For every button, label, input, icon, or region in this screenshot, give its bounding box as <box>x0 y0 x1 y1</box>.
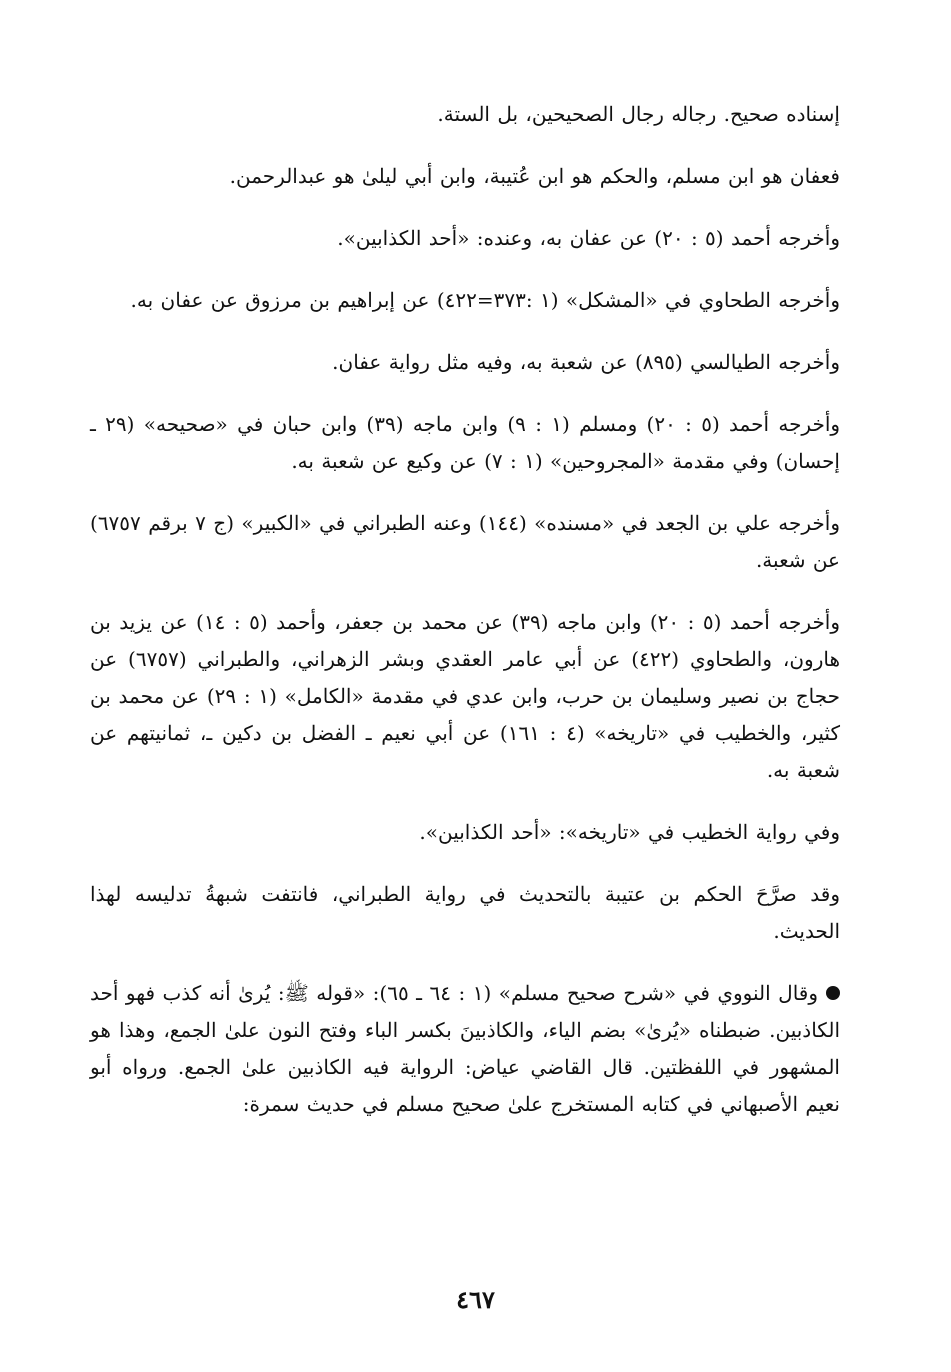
page-body <box>90 96 840 1148</box>
nawawi-note-text: وقال النووي في «شرح صحيح مسلم» (١ : ٦٤ ـ ٦٥): «قوله ﷺ: يُرىٰ أنه كذب فهو أحد الكاذبين. ضبطناه «يُرىٰ» بضم الياء، والكاذبينَ بكسر الباء وفتح النون علىٰ الجمع، وهذا هو المشهور في اللفظتين. قال القاضي عياض: الرواية فيه الكاذبين علىٰ الجمع. ورواه أبو نعيم الأصبهاني في كتابه المستخرج علىٰ صحيح مسلم في حديث سمرة: <box>90 981 840 1116</box>
bullet-icon <box>826 986 840 1000</box>
paragraph-narrators: فعفان هو ابن مسلم، والحكم هو ابن عُتيبة، وابن أبي ليلىٰ هو عبدالرحمن. <box>229 164 840 188</box>
paragraph-ahmad-muslim: وأخرجه أحمد (٥ : ٢٠) ومسلم (١ : ٩) وابن ماجه (٣٩) وابن حبان في «صحيحه» (٢٩ ـ إحسان) وفي مقدمة «المجروحين» (١ : ٧) عن وكيع عن شعبة به. <box>90 412 841 473</box>
paragraph-tayalisi: وأخرجه الطيالسي (٨٩٥) عن شعبة به، وفيه مثل رواية عفان. <box>332 350 840 374</box>
page-number: ٤٦٧ <box>456 1285 495 1314</box>
paragraph-eight-narrators: وأخرجه أحمد (٥ : ٢٠) وابن ماجه (٣٩) عن محمد بن جعفر، وأحمد (٥ : ١٤) عن يزيد بن هارون، والطحاوي (٤٢٢) عن أبي عامر العقدي وبشر الزهراني، والطبراني (٦٧٥٧) عن حجاج بن نصير وسليمان بن حرب، وابن عدي في مقدمة «الكامل» (١ : ٢٩) عن محمد بن كثير، والخطيب في «تاريخه» (٤ : ١٦١) عن أبي نعيم ـ الفضل بن دكين ـ، ثمانيتهم عن شعبة به. <box>90 610 841 782</box>
paragraph-isnad: إسناده صحيح. رجاله رجال الصحيحين، بل الستة. <box>437 102 840 126</box>
paragraph-khatib: وفي رواية الخطيب في «تاريخه»: «أحد الكذابين». <box>419 820 840 844</box>
paragraph-nawawi-note <box>90 975 840 1123</box>
paragraph-ali-ibn-jad: وأخرجه علي بن الجعد في «مسنده» (١٤٤) وعنه الطبراني في «الكبير» (ج ٧ برقم ٦٧٥٧) عن شعبة. <box>90 511 841 572</box>
paragraph-tahawi: وأخرجه الطحاوي في «المشكل» (١ :٣٧٣=٤٢٢) عن إبراهيم بن مرزوق عن عفان به. <box>130 288 840 312</box>
paragraph-ahmad: وأخرجه أحمد (٥ : ٢٠) عن عفان به، وعنده: «أحد الكذابين». <box>337 226 840 250</box>
paragraph-tahdith: وقد صرَّحَ الحكم بن عتيبة بالتحديث في رواية الطبراني، فانتفت شبهةُ تدليسه لهذا الحديث. <box>90 882 840 943</box>
